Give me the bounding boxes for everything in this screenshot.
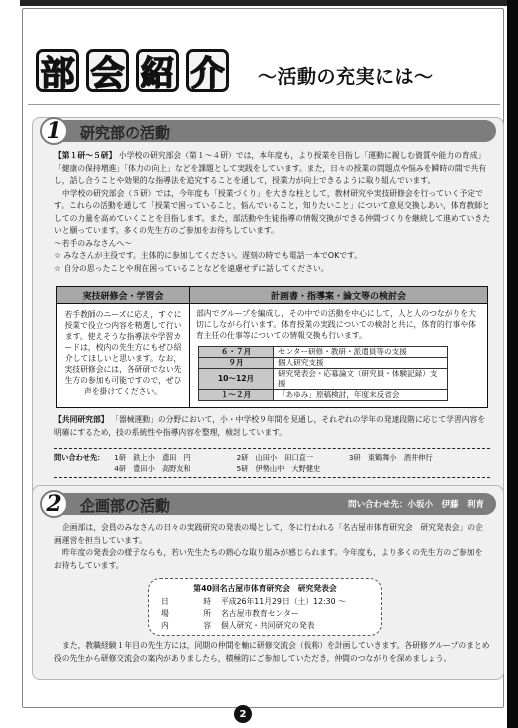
- event-row-key: 場 所: [161, 609, 211, 618]
- contact-entry: 4研 豊田小 高野友和: [114, 464, 191, 473]
- section-research-heading: [44, 120, 496, 142]
- schedule-item: 「あゆみ」原稿検討，年度末反省会: [274, 390, 448, 401]
- planning-paragraph: また，教職経験１年目の先生方には，同期の仲間を軸に研修交流会（仮称）を計画していきます。各研修グループのまとめ役の先生から研修交流会の案内がありましたら，積極的にご参加していただき，仲間のつながりを深めましょう。: [54, 641, 490, 663]
- table-header-review: 計画書・指導案・論文等の検討会: [190, 287, 487, 304]
- table-column-divider: [189, 303, 190, 407]
- contact-entry: 5研 伊勢山中 大野健史: [236, 464, 321, 473]
- title-char: 紹: [136, 49, 179, 92]
- planning-outro: [54, 640, 490, 665]
- contact-entry: 1研 鉄上小 鳶田 円: [114, 453, 191, 462]
- planning-paragraph: 昨年度の発表会の様子ならも，若い先生たちの熱心な取り組みが感じられます。今年度も，より多くの先生方のご参加をお待ちしています。: [54, 548, 483, 570]
- top-edge-bar: [20, 0, 510, 6]
- page-subtitle: 〜活動の充実には〜: [258, 66, 434, 88]
- schedule-table: [198, 346, 448, 401]
- lead-label: 【第１研〜５研】: [54, 151, 117, 160]
- event-row: [161, 608, 299, 619]
- contact-entry: 3研 東鶴舞小 酒井伸行: [348, 453, 433, 462]
- research-contacts: [54, 452, 433, 474]
- title-char: 介: [186, 49, 229, 92]
- table-cell-review: 部内でグループを編成し，その中での活動を中心にして，人と人のつながりを大切にしながら行います。体育授業の実践についての検討と共に，体育的行事や体育主任の仕事等についての情報交換も行います。: [196, 309, 476, 340]
- schedule-month: 10〜12月: [199, 369, 274, 390]
- schedule-item: 研究発表会・応募論文（研究員・体験記録）支援: [274, 369, 448, 390]
- planning-intro: [54, 522, 490, 572]
- joint-label: 【共同研究部】: [54, 415, 109, 424]
- event-info-box: [148, 578, 382, 636]
- event-row: [161, 596, 346, 607]
- event-row-key: 内 容: [161, 621, 211, 630]
- research-paragraph-elementary: [54, 150, 490, 188]
- schedule-item: 個人研究支援: [274, 358, 448, 369]
- title-char: 会: [86, 49, 129, 92]
- table-row: [199, 347, 448, 358]
- young-teacher-note: ☆ みなさんが主役です。主体的に参加してください。遅刻の時でも電話一本でOKです。: [54, 251, 362, 260]
- event-row-value: 個人研究・共同研究の発表: [221, 621, 315, 630]
- section-number-badge: 2: [40, 490, 68, 518]
- page-number: 2: [234, 705, 252, 723]
- table-row: [199, 358, 448, 369]
- table-header-practical: 実技研修会・学習会: [57, 287, 190, 304]
- schedule-month: ６・７月: [199, 347, 274, 358]
- right-edge-bar: [507, 0, 518, 728]
- table-cell-practical: 若手教師のニーズに応え，すぐに授業で役立つ内容を精選して行います。使えそうな指導法や学習カードは，校内の先生方にもぜひ紹介してほしいと思います。なお，実技研修会には，各研研でない先生方の参加も可能ですので，ぜひ声を掛けてください。: [64, 310, 182, 396]
- title-char: 部: [36, 49, 79, 92]
- research-paragraph-junior: 中学校の研究部会（５研）では，今年度も「授業づくり」を大きな柱として，教材研究や実技研修会を行っていく予定です。これらの活動を通して「授業で困っていること，悩んでいること，知りたいこと」について意見交換しあい，体育教師としての力量を高めていくことを目指します。また，部活動や生徒指導の情報交換ができる仲間づくりを継続して進めていきたいと願っています。多くの先生方のご参加をお待ちしています。: [54, 188, 490, 235]
- event-row-key: 日 時: [161, 597, 211, 606]
- section-contact: 問い合わせ先：小坂小 伊藤 利育: [347, 500, 484, 510]
- planning-paragraph: 企画部は，会員のみなさんの日々の実践研究の発表の場として，冬に行われる「名古屋市体育研究会 研究発表会」の企画運営を担当しています。: [54, 523, 483, 545]
- page-title: [36, 49, 229, 92]
- section-number-badge: 1: [40, 117, 68, 145]
- section-title: 研究部の活動: [80, 124, 171, 142]
- paragraph-text: 小学校の研究部会（第１〜４研）では，本年度も，より授業を目指し「運動に親しむ資質や能力の育成」「健康の保持増進」「体力の向上」などを課題として実践をしています。また，日々の授業の問題点や悩みを瞬時の間で共有し，話し合うことや効果的な指導法を追究することを通して，授業力が向上できるように取り組んでいます。: [54, 151, 487, 185]
- joint-text: 「器械運動」の分野において，小・中学校９年間を見通し，それぞれの学年の発達段階に応じて学習内容を明確にするため，技の系統性や指導内容を整理，検討しています。: [54, 415, 486, 437]
- table-row: [199, 369, 448, 390]
- contacts-label: 問い合わせ先：: [54, 453, 105, 462]
- contact-entry: 2研 山田小 田口直一: [236, 453, 314, 462]
- header-divider: [28, 104, 500, 105]
- section-title: 企画部の活動: [80, 497, 171, 515]
- section-planning-heading: [44, 493, 496, 515]
- table-row: [199, 390, 448, 401]
- schedule-item: センター研修・教研・派遣員等の支援: [274, 347, 448, 358]
- dashed-divider: [54, 477, 490, 478]
- event-row-value: 名古屋市教育センター: [221, 609, 299, 618]
- event-row: [161, 620, 315, 631]
- young-teacher-note: ☆ 自分の思ったことや現在困っていることなどを遠慮せずに話してください。: [54, 263, 329, 273]
- research-intro: [54, 150, 490, 275]
- event-row-value: 平成26年11月29日（土）12:30 〜: [221, 597, 346, 606]
- event-title: 第40回名古屋市体育研究会 研究発表会: [193, 584, 337, 593]
- young-teacher-heading: 〜若手のみなさんへ〜: [54, 238, 132, 248]
- schedule-month: ９月: [199, 358, 274, 369]
- dashed-divider: [54, 448, 490, 449]
- joint-research: [54, 414, 490, 439]
- schedule-month: １〜２月: [199, 390, 274, 401]
